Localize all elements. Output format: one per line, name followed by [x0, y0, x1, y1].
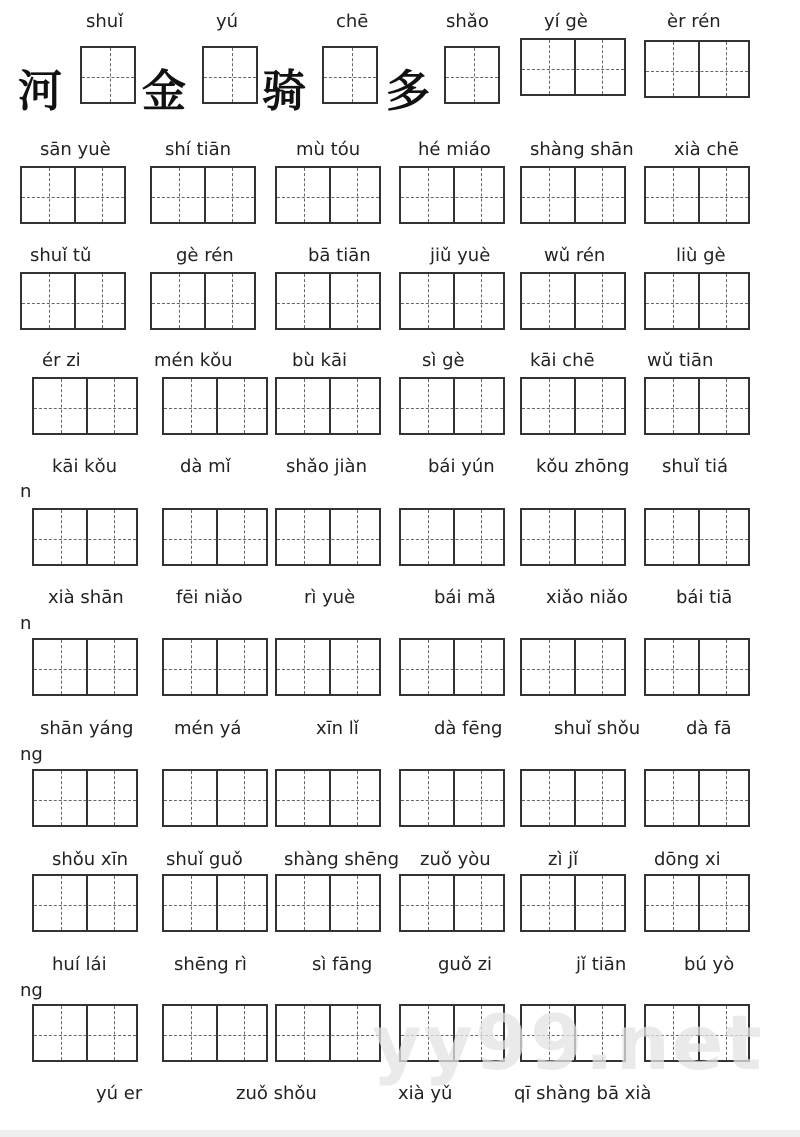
- writing-box-double: [275, 638, 381, 696]
- pinyin-label: huí lái: [52, 954, 107, 975]
- writing-box-single: [322, 46, 378, 104]
- pinyin-label: hé miáo: [418, 139, 491, 160]
- writing-box-double: [32, 1004, 138, 1062]
- pinyin-label: shuǐ tiá: [662, 456, 729, 477]
- writing-box-double: [275, 377, 381, 435]
- pinyin-label: èr rén: [667, 11, 721, 32]
- pinyin-label: jǐ tiān: [576, 954, 627, 975]
- writing-box-double: [20, 272, 126, 330]
- writing-box-double: [399, 508, 505, 566]
- pinyin-label: wǔ rén: [544, 245, 606, 266]
- header-char-qi: 骑: [262, 66, 306, 117]
- pinyin-label: bái yún: [428, 456, 495, 477]
- writing-box-double: [162, 508, 268, 566]
- writing-box-single: [80, 46, 136, 104]
- pinyin-label: jiǔ yuè: [430, 245, 491, 266]
- writing-box-double: [162, 638, 268, 696]
- pinyin-label: kǒu zhōng: [536, 456, 630, 477]
- pinyin-label: shí tiān: [165, 139, 232, 160]
- pinyin-label: dōng xi: [654, 849, 721, 870]
- pinyin-label: mén yá: [174, 718, 242, 739]
- pinyin-label: n: [20, 481, 32, 502]
- pinyin-label: kāi kǒu: [52, 456, 118, 477]
- pinyin-label: mù tóu: [296, 139, 361, 160]
- writing-box-double: [520, 272, 626, 330]
- pinyin-label: kāi chē: [530, 350, 595, 371]
- pinyin-label: shuǐ tǔ: [30, 245, 92, 266]
- writing-box-double: [162, 1004, 268, 1062]
- writing-box-double: [644, 377, 750, 435]
- pinyin-label: shān yáng: [40, 718, 134, 739]
- pinyin-label: xià yǔ: [398, 1083, 453, 1104]
- writing-box-double: [520, 874, 626, 932]
- writing-box-double: [150, 272, 256, 330]
- writing-box-double: [275, 272, 381, 330]
- writing-box-double: [162, 769, 268, 827]
- pinyin-label: fēi niǎo: [176, 587, 243, 608]
- pinyin-label: shǎo: [446, 11, 489, 32]
- writing-box-double: [520, 508, 626, 566]
- pinyin-label: ng: [20, 744, 43, 765]
- pinyin-label: bái mǎ: [434, 587, 496, 608]
- pinyin-label: shuǐ guǒ: [166, 849, 243, 870]
- header-char-duo: 多: [386, 66, 430, 117]
- pinyin-label: shǒu xīn: [52, 849, 128, 870]
- pinyin-label: chē: [336, 11, 369, 32]
- pinyin-label: dà fā: [686, 718, 732, 739]
- pinyin-label: xīn lǐ: [316, 718, 359, 739]
- writing-box-double: [275, 166, 381, 224]
- pinyin-label: ng: [20, 980, 43, 1001]
- pinyin-label: sì fāng: [312, 954, 373, 975]
- writing-box-double: [32, 638, 138, 696]
- pinyin-label: bù kāi: [292, 350, 348, 371]
- writing-box-double: [520, 166, 626, 224]
- pinyin-label: qī shàng bā xià: [514, 1083, 652, 1104]
- writing-box-single: [202, 46, 258, 104]
- pinyin-label: shuǐ shǒu: [554, 718, 641, 739]
- pinyin-label: bái tiā: [676, 587, 733, 608]
- pinyin-label: shàng shēng: [284, 849, 400, 870]
- writing-box-double: [520, 377, 626, 435]
- writing-box-double: [644, 874, 750, 932]
- writing-box-double: [644, 40, 750, 98]
- writing-box-double: [32, 874, 138, 932]
- writing-box-double: [275, 769, 381, 827]
- writing-box-double: [644, 769, 750, 827]
- pinyin-label: dà mǐ: [180, 456, 231, 477]
- pinyin-label: yí gè: [544, 11, 588, 32]
- header-char-he: 河: [18, 66, 62, 117]
- writing-box-double: [644, 166, 750, 224]
- writing-box-double: [644, 1004, 750, 1062]
- pinyin-label: yú: [216, 11, 239, 32]
- writing-box-double: [275, 874, 381, 932]
- pinyin-label: mén kǒu: [154, 350, 233, 371]
- header-char-jin: 金: [142, 66, 186, 117]
- writing-box-double: [275, 1004, 381, 1062]
- pinyin-label: n: [20, 613, 32, 634]
- pinyin-label: sān yuè: [40, 139, 111, 160]
- pinyin-label: shǎo jiàn: [286, 456, 367, 477]
- pinyin-label: sì gè: [422, 350, 465, 371]
- writing-box-double: [399, 272, 505, 330]
- writing-box-double: [162, 377, 268, 435]
- writing-box-double: [644, 638, 750, 696]
- writing-box-double: [32, 377, 138, 435]
- pinyin-label: xià shān: [48, 587, 124, 608]
- pinyin-label: bā tiān: [308, 245, 371, 266]
- pinyin-label: gè rén: [176, 245, 234, 266]
- pinyin-label: zuǒ shǒu: [236, 1083, 317, 1104]
- pinyin-label: guǒ zi: [438, 954, 493, 975]
- writing-box-double: [644, 272, 750, 330]
- writing-box-double: [520, 769, 626, 827]
- pinyin-label: bú yò: [684, 954, 735, 975]
- pinyin-label: liù gè: [676, 245, 726, 266]
- writing-box-double: [20, 166, 126, 224]
- writing-box-double: [644, 508, 750, 566]
- writing-box-double: [32, 769, 138, 827]
- pinyin-label: xià chē: [674, 139, 739, 160]
- writing-box-double: [399, 874, 505, 932]
- pinyin-label: zuǒ yòu: [420, 849, 491, 870]
- bottom-strip: [0, 1130, 800, 1137]
- writing-box-double: [150, 166, 256, 224]
- writing-box-double: [275, 508, 381, 566]
- writing-box-double: [520, 1004, 626, 1062]
- writing-box-double: [399, 638, 505, 696]
- writing-box-double: [399, 166, 505, 224]
- writing-box-double: [520, 638, 626, 696]
- pinyin-label: shēng rì: [174, 954, 247, 975]
- pinyin-label: wǔ tiān: [647, 350, 714, 371]
- pinyin-label: xiǎo niǎo: [546, 587, 628, 608]
- pinyin-label: rì yuè: [304, 587, 356, 608]
- pinyin-label: ér zi: [42, 350, 81, 371]
- writing-box-double: [399, 377, 505, 435]
- pinyin-label: yú er: [96, 1083, 143, 1104]
- writing-box-double: [520, 38, 626, 96]
- writing-box-single: [444, 46, 500, 104]
- pinyin-label: dà fēng: [434, 718, 503, 739]
- writing-box-double: [162, 874, 268, 932]
- pinyin-label: shàng shān: [530, 139, 634, 160]
- watermark: yy99.net: [372, 998, 764, 1087]
- pinyin-label: zì jǐ: [548, 849, 579, 870]
- writing-box-double: [32, 508, 138, 566]
- pinyin-label: shuǐ: [86, 11, 124, 32]
- writing-box-double: [399, 1004, 505, 1062]
- writing-box-double: [399, 769, 505, 827]
